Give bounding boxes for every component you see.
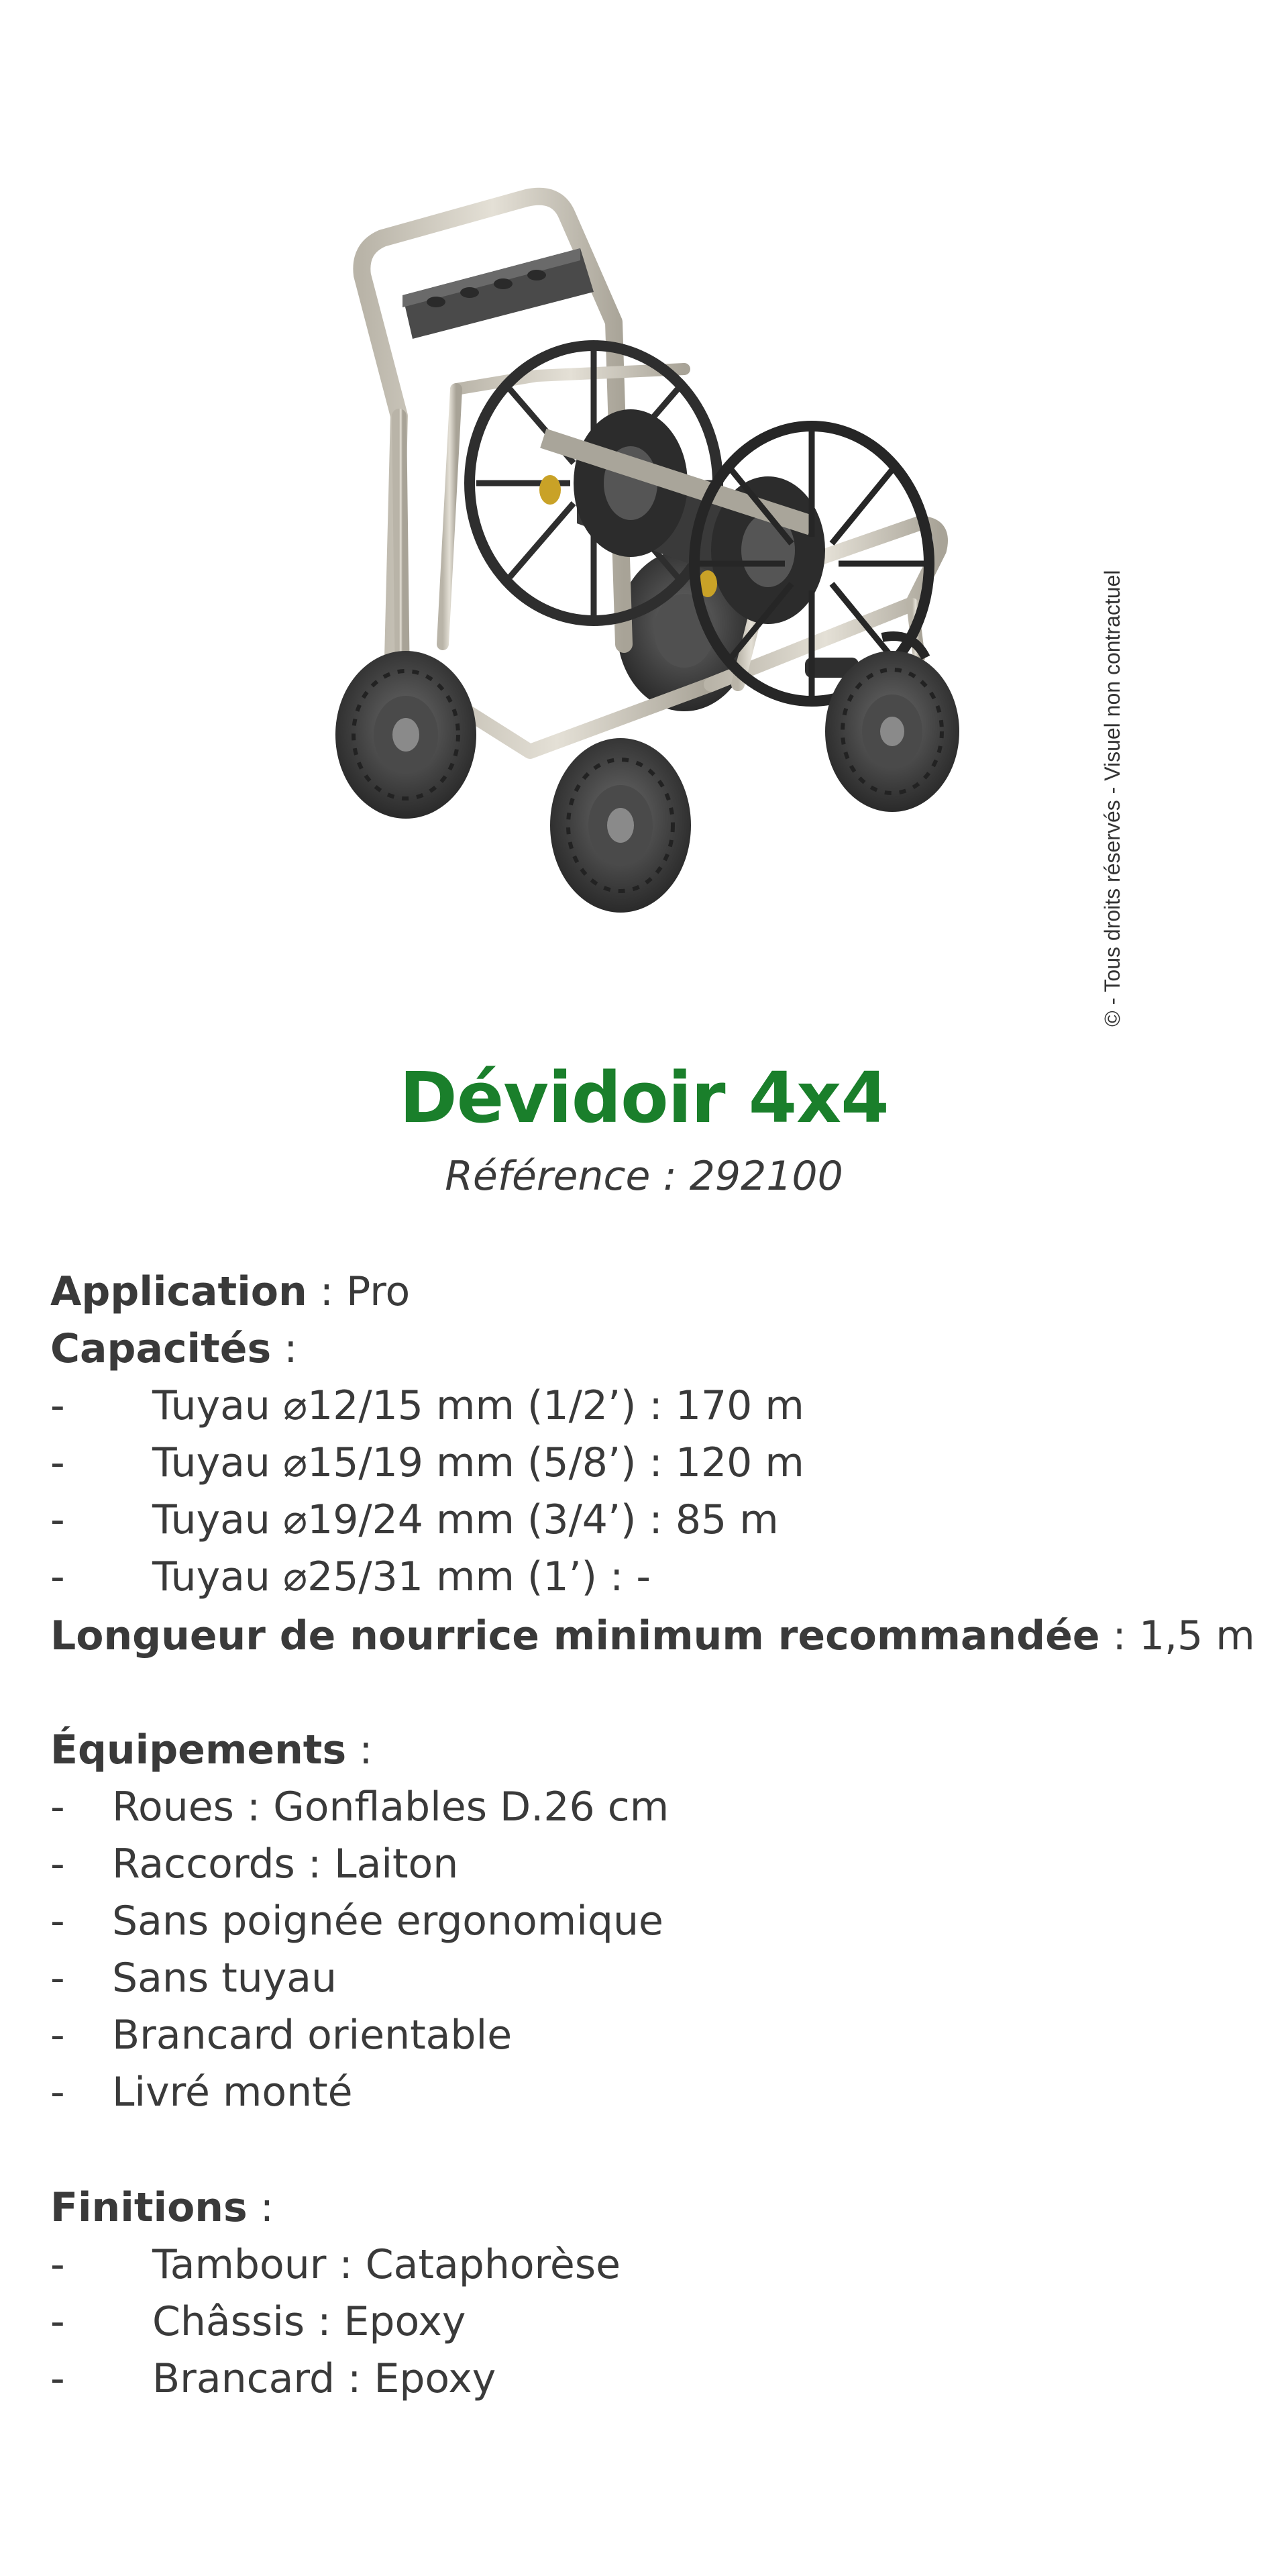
list-dash: - (50, 2241, 65, 2288)
list-dash: - (50, 1496, 65, 1543)
list-item (50, 2295, 466, 2349)
list-item (50, 1379, 804, 1433)
list-item (50, 2352, 496, 2406)
list-dash: - (50, 2298, 65, 2345)
nourrice-value: : 1,5 m (1099, 1612, 1255, 1659)
front-center-wheel (550, 738, 691, 913)
list-item (50, 2238, 621, 2291)
handle-plate (402, 248, 594, 339)
spec-capacites-heading (50, 1322, 297, 1376)
list-item (50, 1894, 663, 1948)
equipment-item: Raccords : Laiton (112, 1841, 459, 1888)
equipment-item: Roues : Gonflables D.26 cm (112, 1784, 669, 1831)
capacity-item: Tuyau ⌀25/31 mm (1’) : - (152, 1553, 651, 1600)
list-dash: - (50, 2355, 65, 2402)
list-dash: - (50, 1553, 65, 1600)
capacites-label: Capacités (50, 1325, 272, 1372)
list-dash: - (50, 1439, 65, 1486)
list-dash: - (50, 1898, 65, 1945)
equipements-label: Équipements (50, 1727, 347, 1773)
spec-equipements-heading (50, 1723, 372, 1777)
list-dash: - (50, 1841, 65, 1888)
spec-finitions-heading (50, 2181, 274, 2234)
application-value: : Pro (307, 1268, 411, 1315)
spec-nourrice (50, 1609, 1255, 1663)
hose-reel-cart-illustration (335, 174, 993, 946)
list-item (50, 1493, 779, 1547)
product-reference: Référence : 292100 (445, 1153, 843, 1200)
list-dash: - (50, 1382, 65, 1429)
list-item (50, 1436, 804, 1490)
equipment-item: Sans tuyau (112, 1955, 337, 2002)
front-left-wheel (335, 651, 476, 819)
list-item (50, 1837, 459, 1891)
equipment-item: Sans poignée ergonomique (112, 1898, 663, 1945)
nourrice-label: Longueur de nourrice minimum recommandée (50, 1612, 1100, 1659)
application-label: Application (50, 1268, 307, 1315)
equipment-item: Livré monté (112, 2069, 353, 2116)
capacity-item: Tuyau ⌀12/15 mm (1/2’) : 170 m (152, 1382, 804, 1429)
equipment-item: Brancard orientable (112, 2012, 513, 2059)
finitions-label: Finitions (50, 2184, 248, 2231)
rear-right-wheel (825, 651, 959, 812)
capacites-suffix: : (271, 1325, 298, 1372)
finish-item: Brancard : Epoxy (152, 2355, 496, 2402)
list-dash: - (50, 1955, 65, 2002)
equipements-suffix: : (346, 1727, 373, 1773)
list-dash: - (50, 2012, 65, 2059)
list-item (50, 1550, 651, 1604)
finitions-suffix: : (247, 2184, 274, 2231)
list-item (50, 2065, 353, 2119)
product-title: Dévidoir 4x4 (399, 1057, 889, 1139)
capacity-item: Tuyau ⌀19/24 mm (3/4’) : 85 m (152, 1496, 779, 1543)
spec-application (50, 1265, 410, 1319)
list-dash: - (50, 1784, 65, 1831)
capacity-item: Tuyau ⌀15/19 mm (5/8’) : 120 m (152, 1439, 804, 1486)
list-item (50, 1780, 669, 1834)
finish-item: Tambour : Cataphorèse (152, 2241, 621, 2288)
copyright-note: © - Tous droits réservés - Visuel non contractuel (1100, 570, 1124, 1027)
finish-item: Châssis : Epoxy (152, 2298, 466, 2345)
list-dash: - (50, 2069, 65, 2116)
list-item (50, 2008, 513, 2062)
list-item (50, 1951, 337, 2005)
